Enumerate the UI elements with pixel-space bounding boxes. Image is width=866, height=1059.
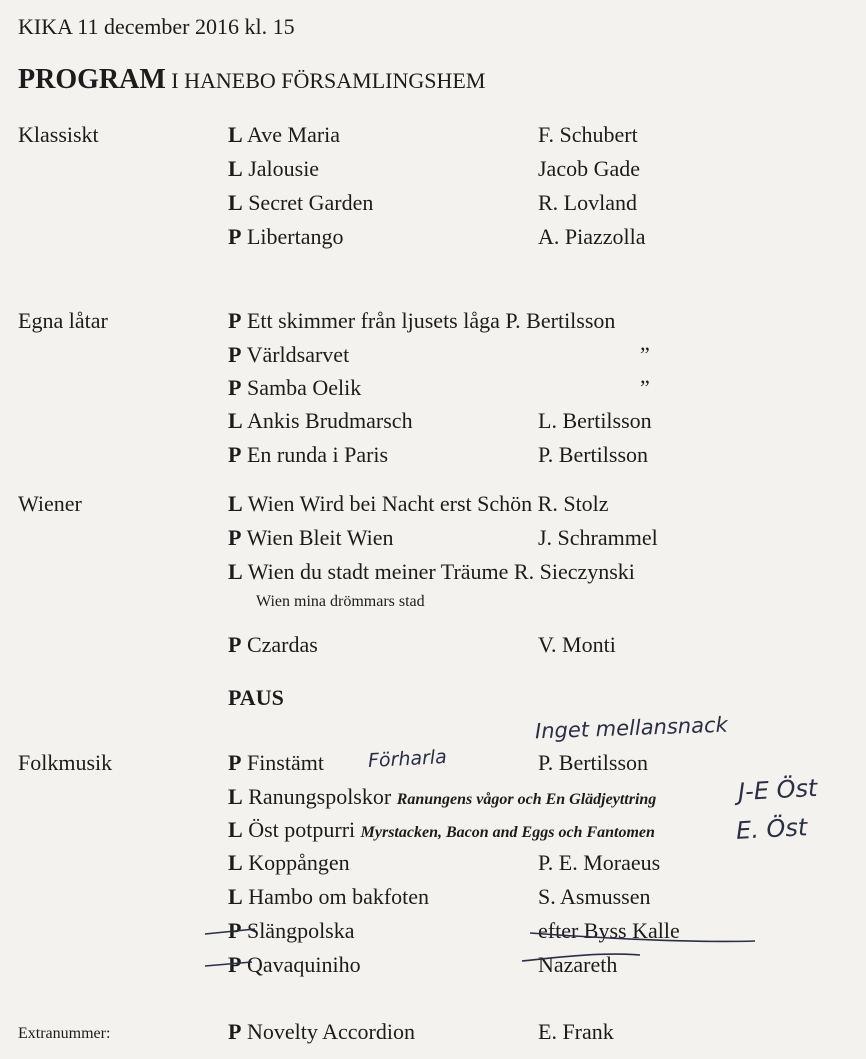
composer: P. E. Moraeus <box>538 850 661 875</box>
piece-title: Ave Maria <box>246 122 341 147</box>
piece <box>228 442 388 468</box>
piece <box>228 156 319 182</box>
composer: V. Monti <box>538 632 616 657</box>
piece <box>228 491 609 517</box>
program-row <box>0 784 866 814</box>
piece-title: Finstämt <box>246 750 324 775</box>
piece-title: Jalousie <box>248 156 320 181</box>
piece-title: Öst potpurri <box>248 817 356 842</box>
program-row <box>0 190 866 220</box>
composer: Jacob Gade <box>538 156 641 181</box>
piece-title: Wien du stadt meiner Träume R. Sieczynski <box>247 559 635 584</box>
handwritten-note-inget: Inget mellansnack <box>534 712 729 744</box>
piece <box>228 375 361 401</box>
piece <box>228 224 343 250</box>
performer-code: P <box>228 525 242 550</box>
program-title-venue: I HANEBO FÖRSAMLINGSHEM <box>171 68 486 93</box>
composer: R. Lovland <box>538 190 637 215</box>
piece-detail: Ranungens vågor och En Glädjeyttring <box>396 791 657 808</box>
piece-title: Hambo om bakfoten <box>248 884 430 909</box>
section-label-klassiskt: Klassiskt <box>18 122 99 147</box>
performer-code: L <box>228 491 243 516</box>
program-row <box>0 1019 866 1049</box>
piece-title: Slängpolska <box>246 918 355 943</box>
program-row <box>0 850 866 880</box>
piece-title: Wien Bleit Wien <box>246 525 394 550</box>
piece-title: Novelty Accordion <box>246 1019 415 1044</box>
ditto-mark: ” <box>640 342 650 367</box>
piece <box>228 525 393 551</box>
composer: F. Schubert <box>538 122 638 147</box>
piece-title: Wien Wird bei Nacht erst Schön R. Stolz <box>247 491 609 516</box>
performer-code: L <box>228 884 243 909</box>
program-row <box>0 632 866 662</box>
piece-detail: Myrstacken, Bacon and Eggs och Fantomen <box>360 824 655 841</box>
performer-code: P <box>228 918 242 943</box>
composer: E. Frank <box>538 1019 614 1044</box>
program-row <box>0 491 866 521</box>
program-row <box>0 122 866 152</box>
piece-title: Samba Oelik <box>246 375 362 400</box>
performer-code: L <box>228 559 243 584</box>
composer: L. Bertilsson <box>538 408 652 433</box>
section-label-egna: Egna låtar <box>18 308 108 333</box>
piece-title: Secret Garden <box>248 190 374 215</box>
performer-code: L <box>228 408 243 433</box>
composer: A. Piazzolla <box>538 224 646 249</box>
piece <box>228 952 361 978</box>
event-header: KIKA 11 december 2016 kl. 15 <box>18 14 295 39</box>
piece-title: Ranungspolskor <box>248 784 392 809</box>
composer: P. Bertilsson <box>538 442 649 467</box>
program-row <box>0 408 866 438</box>
piece-title: En runda i Paris <box>246 442 389 467</box>
piece <box>228 784 656 810</box>
program-row <box>0 559 866 589</box>
piece <box>228 1019 415 1045</box>
program-row <box>0 525 866 555</box>
performer-code: P <box>228 632 242 657</box>
piece-title: Världsarvet <box>246 342 350 367</box>
composer: efter Byss Kalle <box>538 918 680 943</box>
piece <box>228 632 318 658</box>
piece <box>228 884 429 910</box>
performer-code: P <box>228 308 242 333</box>
program-row <box>0 342 866 372</box>
performer-code: L <box>228 156 243 181</box>
section-label-extra: Extranummer: <box>18 1025 111 1042</box>
performer-code: P <box>228 375 242 400</box>
performer-code: P <box>228 750 242 775</box>
section-label-wiener: Wiener <box>18 491 82 516</box>
composer: J. Schrammel <box>538 525 658 550</box>
composer: Nazareth <box>538 952 618 977</box>
piece-title: Ankis Brudmarsch <box>246 408 413 433</box>
performer-code: P <box>228 342 242 367</box>
piece <box>228 817 655 843</box>
piece <box>228 342 349 368</box>
program-row <box>0 884 866 914</box>
program-row <box>0 224 866 254</box>
performer-code: L <box>228 190 243 215</box>
composer: S. Asmussen <box>538 884 651 909</box>
performer-code: L <box>228 817 243 842</box>
piece <box>228 122 340 148</box>
handwritten-note-je-ost: J-E Öst <box>737 773 819 807</box>
piece <box>228 408 413 434</box>
performer-code: P <box>228 952 242 977</box>
program-row <box>0 952 866 982</box>
piece-title: Ett skimmer från ljusets låga P. Bertilsson <box>246 308 616 333</box>
piece <box>228 308 615 334</box>
program-row <box>0 442 866 472</box>
handwritten-note-e-ost: E. Öst <box>735 813 808 845</box>
program-row <box>0 156 866 186</box>
program-row <box>0 918 866 948</box>
piece <box>228 559 635 585</box>
section-label-folk: Folkmusik <box>18 750 113 775</box>
program-title <box>18 64 485 96</box>
piece-subtitle: Wien mina drömmars stad <box>256 593 425 610</box>
program-row <box>0 375 866 405</box>
performer-code: P <box>228 1019 242 1044</box>
composer: P. Bertilsson <box>538 750 649 775</box>
piece <box>228 918 355 944</box>
ditto-mark: ” <box>640 375 650 400</box>
performer-code: P <box>228 224 242 249</box>
program-row <box>0 308 866 338</box>
performer-code: P <box>228 442 242 467</box>
piece-title: Czardas <box>246 632 318 657</box>
piece <box>228 850 350 876</box>
program-title-bold: PROGRAM <box>18 64 166 95</box>
performer-code: L <box>228 850 243 875</box>
performer-code: L <box>228 784 243 809</box>
piece-title: Koppången <box>248 850 350 875</box>
piece <box>228 750 324 776</box>
piece-title: Qavaquiniho <box>246 952 361 977</box>
performer-code: L <box>228 122 243 147</box>
piece-title: Libertango <box>246 224 344 249</box>
intermission-label: PAUS <box>228 685 284 710</box>
piece <box>228 190 373 216</box>
handwritten-note-forharla: Förharla <box>367 745 448 773</box>
